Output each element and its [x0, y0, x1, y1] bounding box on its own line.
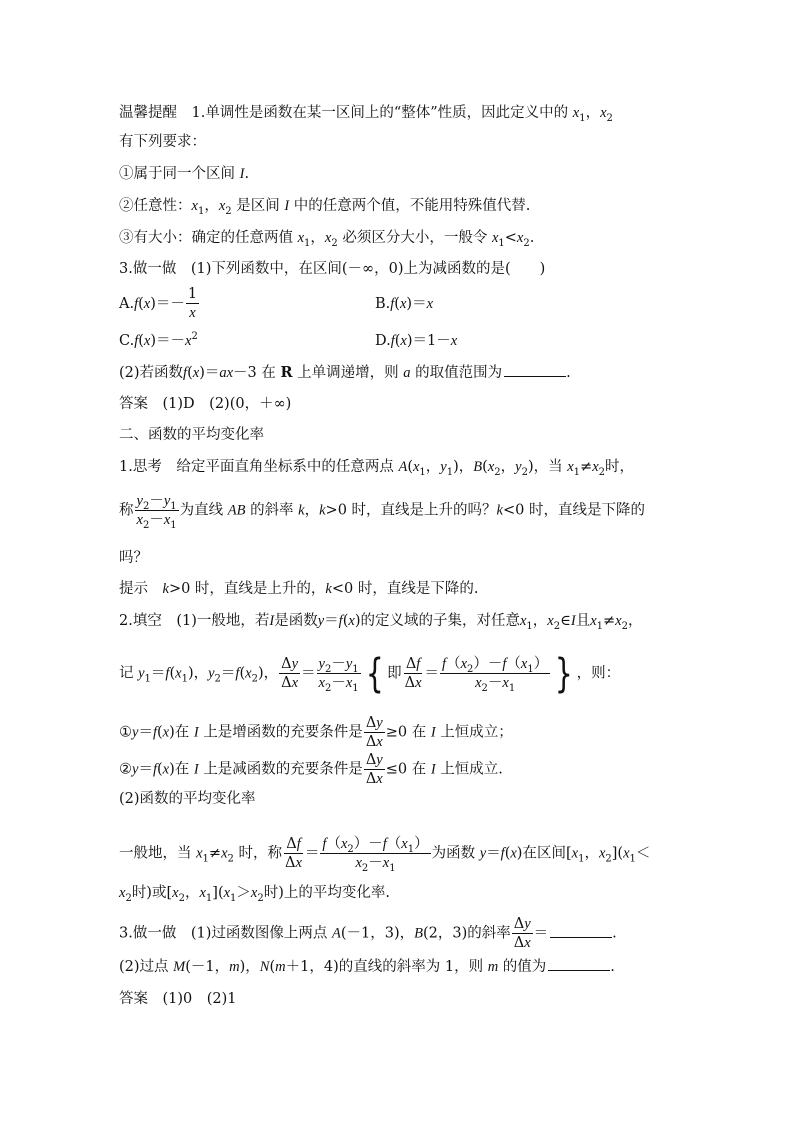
exercise-question-2: (2)若函数f(x)＝ax－3 在 R 上单调递增，则 a 的取值范围为 . — [119, 364, 571, 381]
tip-line-2: 有下列要求： — [119, 134, 206, 150]
avg-rate-line-2: $x_2$时)或[$x_2$，$x_1](x_1>x_2$时)上的平均变化率. — [119, 885, 390, 904]
avg-rate-line-1: 一般地，当 $x_1\ne x_2$ 时，称 $\frac{\Delta f}{\Delta x}$ ＝ $\frac{f(x_2)-f(x_1)}{x_2-x_1}$ 为函数 y＝f(x)在区间[$x_1$，$x_2](x_1<$ — [119, 836, 651, 874]
answer-line-1: 答案 (1)D (2)(0，＋∞) — [119, 396, 292, 412]
tip-line-1: 温馨提醒 1.单调性是函数在某一区间上的“整体”性质，因此定义中的 $x_1$，$x_2$ — [119, 105, 613, 124]
tip-item-1: ①属于同一个区间 I. — [119, 166, 250, 182]
answer-blank-slope[interactable] — [550, 925, 612, 938]
option-b: B.f(x)＝x — [375, 296, 434, 312]
section-heading: 二、函数的平均变化率 — [119, 427, 264, 443]
avg-rate-title: (2)函数的平均变化率 — [119, 791, 256, 807]
think-line-3: 吗？ — [119, 550, 148, 566]
tip-item-3: ③有大小：确定的任意两值 $x_1$，$x_2$ 必须区分大小，一般令 $x_1<x_2$. — [119, 230, 535, 249]
tip-label: 温馨提醒 — [119, 105, 177, 121]
tip-item-2: ②任意性：$x_1$，$x_2$ 是区间 I 中的任意两个值，不能用特殊值代替. — [119, 198, 531, 217]
answer-line-2: 答案 (1)0 (2)1 — [119, 991, 237, 1007]
think-line-1: 1.思考 给定平面直角坐标系中的任意两点 $A(x_1$，$y_1$)，$B(x_2$，$y_2$)，当 $x_1\ne x_2$时， — [119, 459, 634, 478]
answer-blank[interactable] — [504, 364, 566, 377]
exercise-question-1: 3.做一做 (1)下列函数中，在区间(－∞，0)上为减函数的是( ) — [119, 261, 546, 277]
fill-line-1: 2.填空 (1)一般地，若I是函数y＝f(x)的定义域的子集，对任意$x_1$，$x_2\in I$且$x_1\ne x_2$， — [119, 613, 643, 632]
condition-increasing: ①y＝f(x)在 I 上是增函数的充要条件是 $\frac{\Delta y}{\Delta x}$ ≥0 在 I 上恒成立； — [119, 715, 513, 750]
answer-blank-m[interactable] — [548, 958, 610, 971]
option-row-ab — [119, 286, 200, 321]
exercise2-question-2: (2)过点 M(－1，m)，N(m＋1，4)的直线的斜率为 1，则 m 的值为 . — [119, 959, 615, 975]
option-c: $C.f(x)=-x^2$ — [119, 331, 198, 349]
record-line: 记 $y_1=f(x_1)$，$y_2=f(x_2)$， $\frac{\Delta y}{\Delta x}$ ＝ $\frac{y_2-y_1}{x_2-x_1}$ { 即 $\frac{\Delta f}{\Delta x}$ ＝ $\frac{f(x_2)-f(x_1)}{x_2-x_1}$ } ，则： — [119, 650, 621, 697]
think-line-2: 称 $\frac{y_2-y_1}{x_2-x_1}$ 为直线 AB 的斜率 k，k>0 时，直线是上升的吗？k<0 时，直线是下降的 — [119, 493, 645, 531]
condition-decreasing: ②y＝f(x)在 I 上是减函数的充要条件是 $\frac{\Delta y}{\Delta x}$ ≤0 在 I 上恒成立. — [119, 752, 503, 787]
exercise2-question-1: 3.做一做 (1)过函数图像上两点 A(－1，3)，B(2，3)的斜率 $\frac{\Delta y}{\Delta x}$ ＝ . — [119, 916, 617, 951]
option-d: D.f(x)＝1－x — [375, 333, 458, 349]
option-a: A.f(x)＝－ $\frac{1}{x}$ — [119, 286, 198, 321]
hint-line: 提示 k>0 时，直线是上升的，k<0 时，直线是下降的. — [119, 581, 479, 597]
